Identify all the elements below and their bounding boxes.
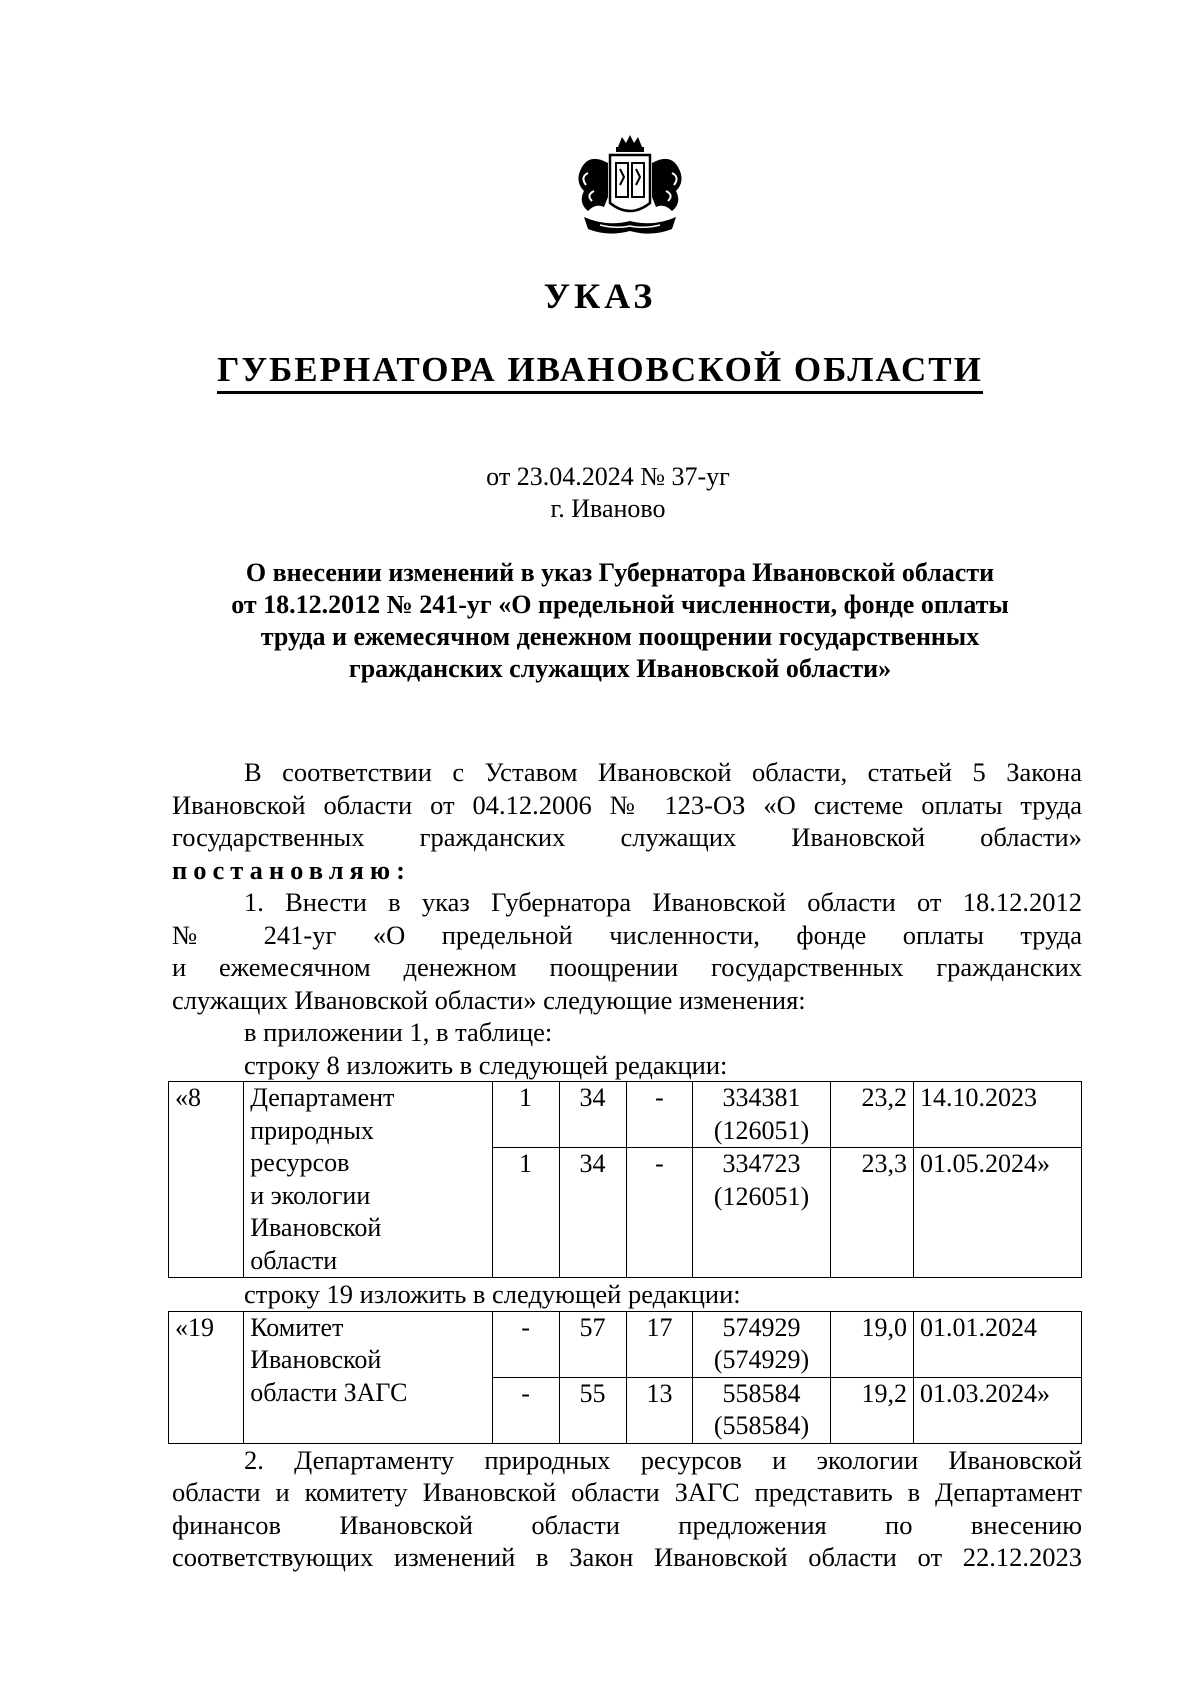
row-number: «19 [169, 1311, 244, 1443]
item1-line: № 241-уг «О предельной численности, фонде оплаты труда [172, 919, 1082, 950]
issuer-title [0, 350, 1200, 390]
table-cell: 01.03.2024» [913, 1377, 1081, 1443]
table-cell: 55 [559, 1377, 626, 1443]
table-cell: 34 [559, 1082, 626, 1148]
organization-name-line: и экологии [250, 1180, 371, 1210]
subject-line: гражданских служащих Ивановской области» [348, 654, 892, 683]
organization-name [244, 1311, 492, 1443]
table-cell: 57 [559, 1311, 626, 1377]
fund-cell [693, 1311, 830, 1377]
table-cell: 13 [626, 1377, 693, 1443]
fund-value-sub: (558584) [713, 1411, 810, 1440]
document-type-title: УКАЗ [543, 276, 657, 316]
table-cell: 34 [559, 1148, 626, 1278]
table-cell: - [626, 1082, 693, 1148]
row8-intro: строку 8 изложить в следующей редакции: [244, 1049, 728, 1080]
item2-line: 2. Департаменту природных ресурсов и экологии Ивановской [244, 1444, 1082, 1475]
organization-name-line: Департамент [250, 1083, 395, 1112]
fund-value-sub: (126051) [713, 1181, 810, 1211]
fund-value: 574929 [722, 1312, 801, 1342]
subject-line: труда и ежемесячном денежном поощрении государственных [260, 622, 980, 651]
fund-value: 558584 [722, 1378, 801, 1408]
issuer-title-text: ГУБЕРНАТОРА ИВАНОВСКОЙ ОБЛАСТИ [217, 350, 983, 394]
table-cell: 23,3 [830, 1148, 913, 1278]
fund-value-sub: (574929) [713, 1345, 810, 1374]
organization-name [244, 1082, 492, 1278]
row8-table [168, 1081, 1082, 1278]
item1-line: служащих Ивановской области» следующие изменения: [172, 984, 806, 1015]
table-row [169, 1082, 1082, 1148]
item2-line: соответствующих изменений в Закон Ивановской области от 22.12.2023 [172, 1542, 1082, 1572]
decree-subject [170, 557, 1070, 685]
table-cell: 17 [626, 1311, 693, 1377]
decree-date-number: от 23.04.2024 № 37-уг [486, 462, 730, 491]
row-number: «8 [169, 1082, 244, 1278]
table-cell: 01.01.2024 [913, 1311, 1081, 1377]
fund-value: 334381 [722, 1083, 801, 1112]
item1-line: 1. Внести в указ Губернатора Ивановской области от 18.12.2012 [244, 887, 1082, 917]
table-cell: 1 [492, 1148, 559, 1278]
table-cell: 1 [492, 1082, 559, 1148]
organization-name-line: области [250, 1245, 338, 1275]
coat-of-arms-icon [560, 133, 700, 241]
table-cell: 19,0 [830, 1311, 913, 1377]
table-cell: 01.05.2024» [913, 1148, 1081, 1278]
fund-cell [693, 1082, 830, 1148]
subject-line: от 18.12.2012 № 241-уг «О предельной численности, фонде оплаты [231, 590, 1009, 619]
organization-name-line: области ЗАГС [250, 1377, 408, 1407]
table-cell: - [492, 1311, 559, 1377]
organization-name-line: ресурсов [250, 1148, 350, 1177]
table-row [169, 1311, 1082, 1377]
appendix-line: в приложении 1, в таблице: [244, 1017, 553, 1047]
fund-value: 334723 [722, 1149, 801, 1178]
organization-name-line: Ивановской [250, 1213, 382, 1242]
fund-value-sub: (126051) [713, 1115, 810, 1145]
row19-table [168, 1311, 1082, 1444]
preamble-line: Ивановской области от 04.12.2006 № 123-ОЗ «О системе оплаты труда [172, 789, 1082, 820]
row19-intro: строку 19 изложить в следующей редакции: [244, 1279, 741, 1309]
table-cell: 19,2 [830, 1377, 913, 1443]
decree-word: постановляю: [172, 854, 411, 885]
item2-line: финансов Ивановской области предложения по внесению [172, 1509, 1082, 1540]
organization-name-line: Ивановской [250, 1345, 382, 1374]
table-cell: 14.10.2023 [913, 1082, 1081, 1148]
organization-name-line: Комитет [250, 1312, 344, 1342]
preamble-line: государственных гражданских служащих Ивановской области» [172, 822, 1082, 852]
preamble-line: В соответствии с Уставом Ивановской области, статьей 5 Закона [244, 757, 1082, 787]
organization-name-line: природных [250, 1115, 374, 1145]
fund-cell [693, 1377, 830, 1443]
table-cell: 23,2 [830, 1082, 913, 1148]
table-cell: - [492, 1377, 559, 1443]
fund-cell [693, 1148, 830, 1278]
table-cell: - [626, 1148, 693, 1278]
item2-line: области и комитету Ивановской области ЗАГС представить в Департамент [172, 1477, 1082, 1507]
decree-city: г. Иваново [550, 494, 666, 523]
subject-line: О внесении изменений в указ Губернатора Ивановской области [245, 558, 995, 587]
decree-body [172, 756, 1082, 1574]
item1-line: и ежемесячном денежном поощрении государственных гражданских [172, 952, 1082, 982]
